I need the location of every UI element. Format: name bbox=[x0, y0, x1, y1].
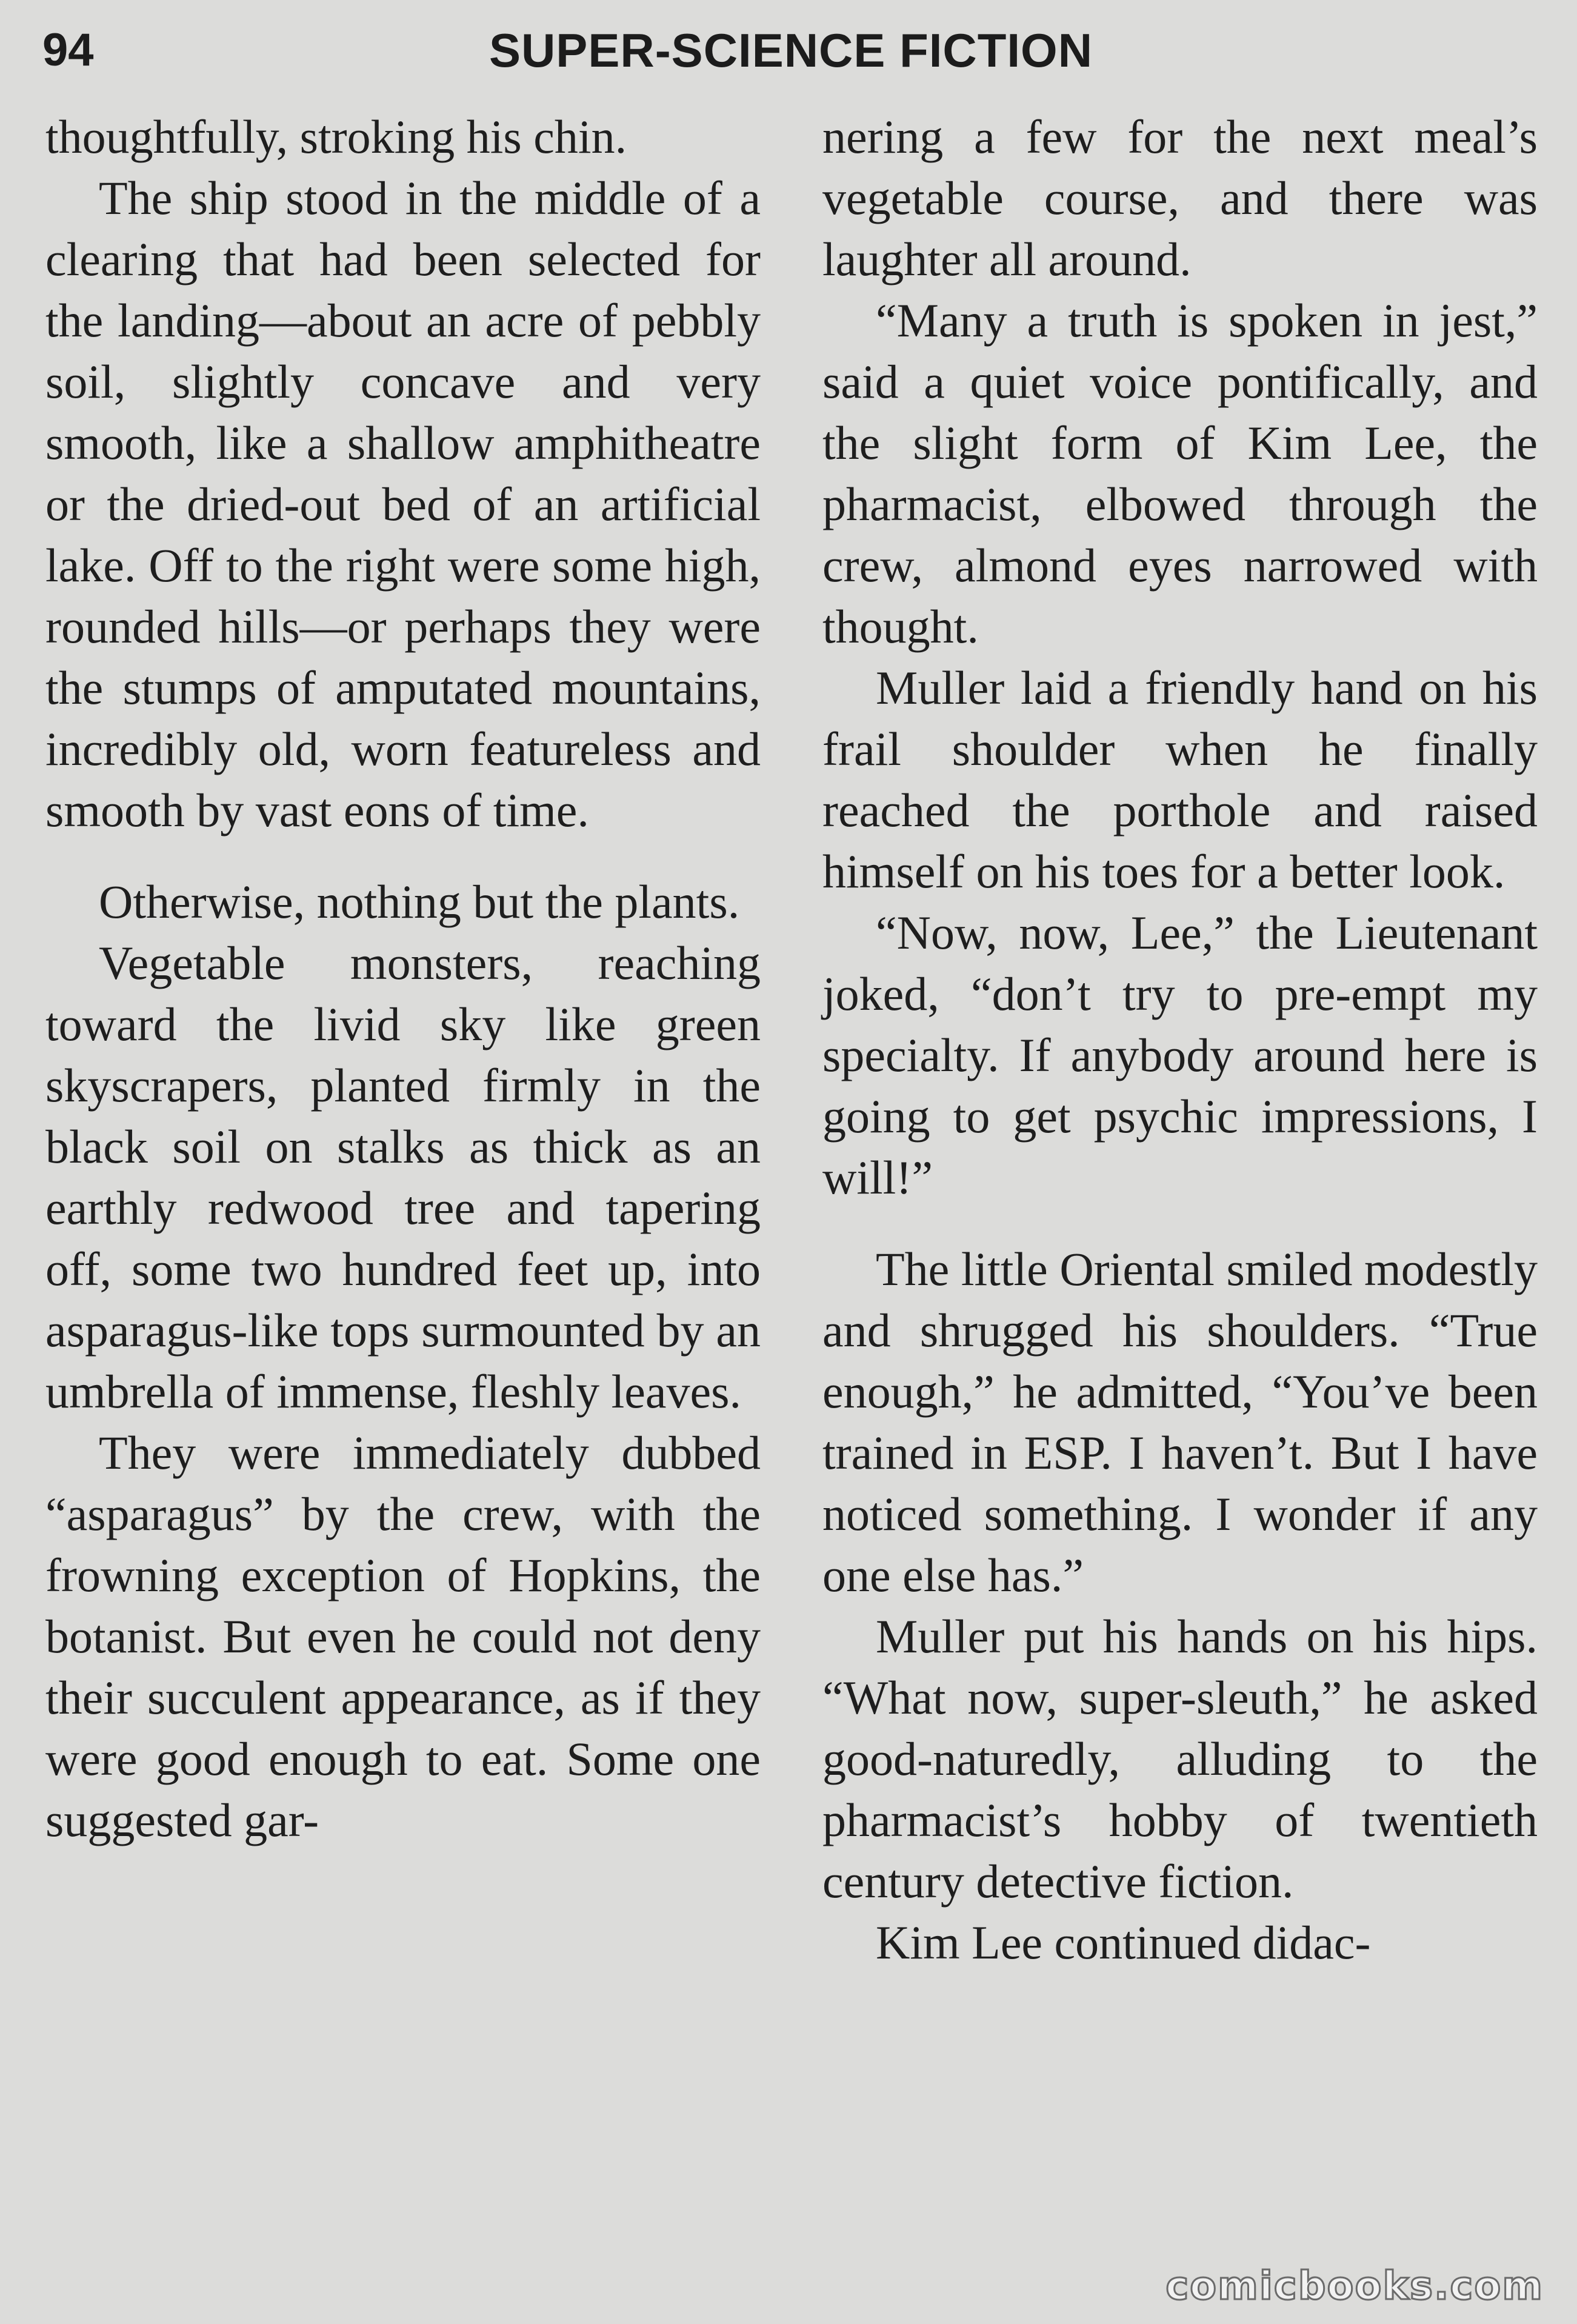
page-number: 94 bbox=[42, 24, 94, 76]
paragraph: “Now, now, Lee,” the Lieutenant joked, “don’t try to pre-empt my specialty. If anybody around here is going to get psychic impressions, I will!” bbox=[822, 906, 1538, 1204]
right-column bbox=[822, 106, 1538, 1973]
left-column bbox=[45, 106, 761, 1851]
paragraph: nering a few for the next meal’s vegetable course, and there was laughter all around. bbox=[822, 110, 1538, 285]
paragraph: The ship stood in the middle of a clearing that had been selected for the landing—about an acre of pebbly soil, slightly concave and very smooth, like a shallow amphitheatre or the dried-out bed of an artificial lake. Off to the right were some high, rounded hills—or perhaps they were the stumps of amputated mountains, incredibly old, worn featureless and smooth by vast eons of time. bbox=[45, 172, 761, 836]
site-watermark: comicbooks.com bbox=[1165, 2264, 1544, 2309]
paragraph: The little Oriental smiled modestly and shrugged his shoulders. “True enough,” he admitted, “You’ve been trained in ESP. I haven’t. But I have noticed something. I wonder if any one else has.” bbox=[822, 1243, 1538, 1601]
paragraph: Vegetable monsters, reaching toward the livid sky like green skyscrapers, planted firmly in the black soil on stalks as thick as an earthly redwood tree and tapering off, some two hundred feet up, into asparagus-like tops surmounted by an umbrella of immense, fleshly leaves. bbox=[45, 937, 761, 1418]
paragraph: They were immediately dubbed “asparagus” by the crew, with the frowning exception of Hopkins, the botanist. But even he could not deny their succulent appearance, as if they were good enough to eat. Some one suggested gar- bbox=[45, 1426, 761, 1846]
paragraph: thoughtfully, stroking his chin. bbox=[45, 110, 627, 163]
paragraph: Muller laid a friendly hand on his frail shoulder when he finally reached the porthole and raised himself on his toes for a better look. bbox=[822, 661, 1538, 898]
running-title: SUPER-SCIENCE FICTION bbox=[488, 24, 1093, 77]
paragraph: “Many a truth is spoken in jest,” said a quiet voice pontifically, and the slight form of Kim Lee, the pharmacist, elbowed through the crew, almond eyes narrowed with thought. bbox=[822, 294, 1538, 653]
paragraph: Muller put his hands on his hips. “What now, super-sleuth,” he asked good-naturedly, alluding to the pharmacist’s hobby of twentieth century detective fiction. bbox=[822, 1610, 1538, 1908]
paragraph: Otherwise, nothing but the plants. bbox=[99, 875, 740, 928]
page-header bbox=[42, 23, 1539, 78]
paragraph: Kim Lee continued didac- bbox=[876, 1916, 1371, 1969]
